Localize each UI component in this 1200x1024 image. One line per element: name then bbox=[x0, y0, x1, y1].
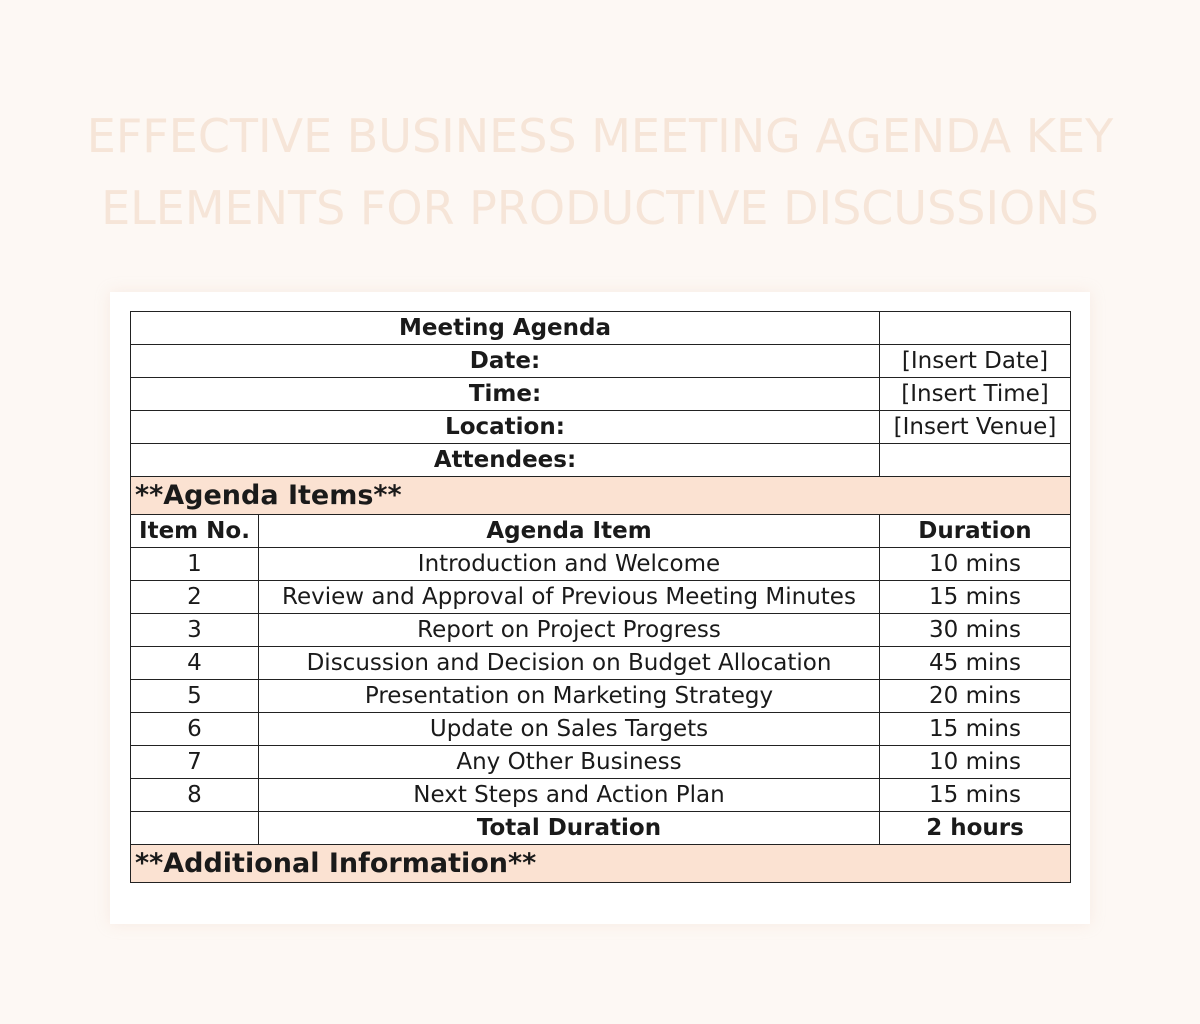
page-title-line-2: ELEMENTS FOR PRODUCTIVE DISCUSSIONS bbox=[101, 181, 1099, 235]
location-label[interactable]: Location: bbox=[131, 411, 880, 444]
meeting-agenda-value[interactable] bbox=[880, 312, 1071, 345]
item-no-cell[interactable]: 1 bbox=[131, 548, 259, 581]
attendees-row bbox=[131, 444, 1071, 477]
duration-cell[interactable]: 20 mins bbox=[880, 680, 1071, 713]
attendees-value[interactable] bbox=[880, 444, 1071, 477]
location-row bbox=[131, 411, 1071, 444]
agenda-items-section-row bbox=[131, 477, 1071, 515]
duration-cell[interactable]: 15 mins bbox=[880, 779, 1071, 812]
agenda-item-cell[interactable]: Review and Approval of Previous Meeting Minutes bbox=[259, 581, 880, 614]
item-no-cell[interactable]: 8 bbox=[131, 779, 259, 812]
item-no-cell[interactable]: 7 bbox=[131, 746, 259, 779]
table-row bbox=[131, 647, 1071, 680]
date-row bbox=[131, 345, 1071, 378]
duration-cell[interactable]: 15 mins bbox=[880, 581, 1071, 614]
item-no-cell[interactable]: 4 bbox=[131, 647, 259, 680]
time-value[interactable]: [Insert Time] bbox=[880, 378, 1071, 411]
agenda-items-section-title[interactable]: **Agenda Items** bbox=[131, 477, 1071, 515]
column-header-row bbox=[131, 515, 1071, 548]
date-value[interactable]: [Insert Date] bbox=[880, 345, 1071, 378]
item-no-cell[interactable]: 5 bbox=[131, 680, 259, 713]
date-label[interactable]: Date: bbox=[131, 345, 880, 378]
table-row bbox=[131, 746, 1071, 779]
agenda-item-cell[interactable]: Introduction and Welcome bbox=[259, 548, 880, 581]
agenda-item-cell[interactable]: Any Other Business bbox=[259, 746, 880, 779]
item-no-cell[interactable]: 2 bbox=[131, 581, 259, 614]
table-row bbox=[131, 713, 1071, 746]
time-row bbox=[131, 378, 1071, 411]
meeting-agenda-row bbox=[131, 312, 1071, 345]
additional-information-section-title[interactable]: **Additional Information** bbox=[131, 845, 1071, 883]
duration-cell[interactable]: 30 mins bbox=[880, 614, 1071, 647]
agenda-sheet-card bbox=[110, 292, 1090, 924]
duration-cell[interactable]: 15 mins bbox=[880, 713, 1071, 746]
meeting-agenda-label[interactable]: Meeting Agenda bbox=[131, 312, 880, 345]
table-row bbox=[131, 548, 1071, 581]
agenda-item-cell[interactable]: Update on Sales Targets bbox=[259, 713, 880, 746]
table-row bbox=[131, 614, 1071, 647]
agenda-item-cell[interactable]: Next Steps and Action Plan bbox=[259, 779, 880, 812]
column-header-duration[interactable]: Duration bbox=[880, 515, 1071, 548]
column-header-item-no[interactable]: Item No. bbox=[131, 515, 259, 548]
agenda-item-cell[interactable]: Discussion and Decision on Budget Allocation bbox=[259, 647, 880, 680]
time-label[interactable]: Time: bbox=[131, 378, 880, 411]
table-row bbox=[131, 779, 1071, 812]
item-no-cell[interactable]: 6 bbox=[131, 713, 259, 746]
duration-cell[interactable]: 45 mins bbox=[880, 647, 1071, 680]
total-empty-cell[interactable] bbox=[131, 812, 259, 845]
page-title-line-1: EFFECTIVE BUSINESS MEETING AGENDA KEY bbox=[86, 109, 1114, 163]
item-no-cell[interactable]: 3 bbox=[131, 614, 259, 647]
total-duration-value[interactable]: 2 hours bbox=[880, 812, 1071, 845]
agenda-item-cell[interactable]: Report on Project Progress bbox=[259, 614, 880, 647]
agenda-table bbox=[130, 311, 1071, 883]
table-row bbox=[131, 581, 1071, 614]
additional-information-section-row bbox=[131, 845, 1071, 883]
total-row bbox=[131, 812, 1071, 845]
page-title bbox=[0, 100, 1200, 244]
attendees-label[interactable]: Attendees: bbox=[131, 444, 880, 477]
duration-cell[interactable]: 10 mins bbox=[880, 548, 1071, 581]
location-value[interactable]: [Insert Venue] bbox=[880, 411, 1071, 444]
agenda-item-cell[interactable]: Presentation on Marketing Strategy bbox=[259, 680, 880, 713]
column-header-agenda-item[interactable]: Agenda Item bbox=[259, 515, 880, 548]
table-row bbox=[131, 680, 1071, 713]
total-duration-label[interactable]: Total Duration bbox=[259, 812, 880, 845]
duration-cell[interactable]: 10 mins bbox=[880, 746, 1071, 779]
